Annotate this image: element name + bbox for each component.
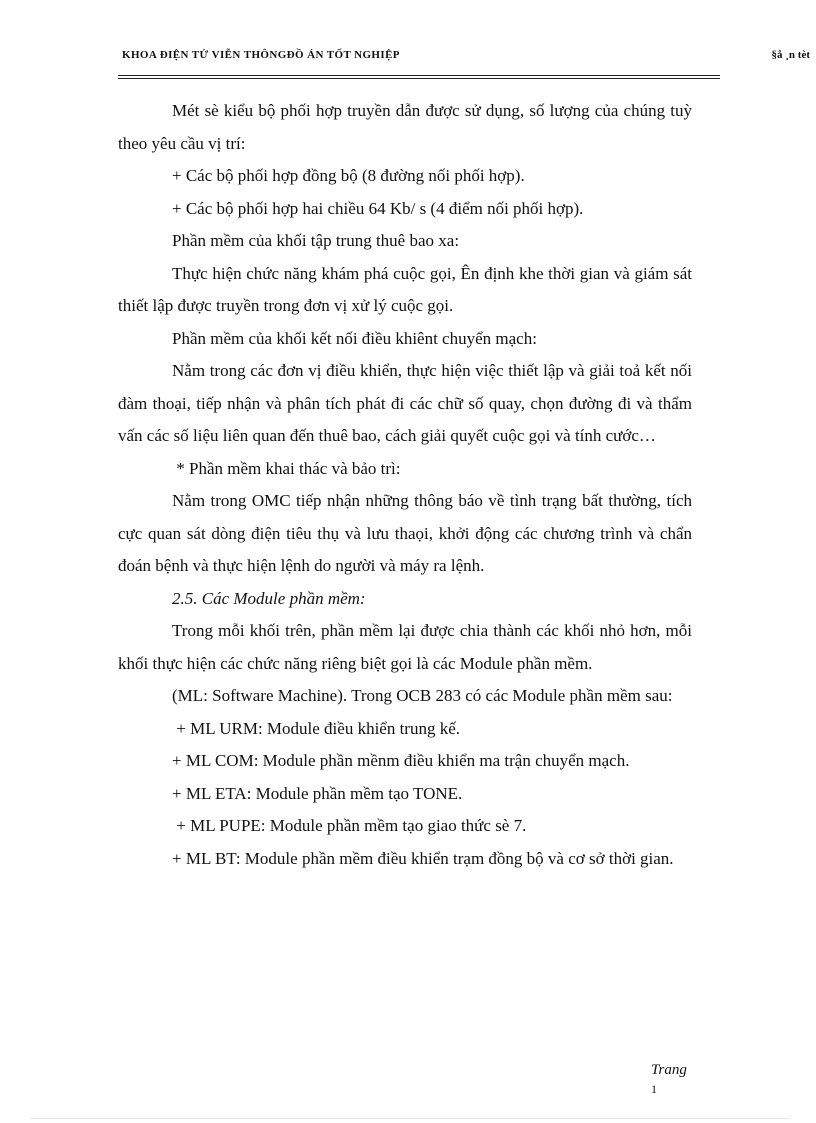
list-item: + ML PUPE: Module phần mềm tạo giao thức sè 7. [172,816,527,835]
document-body [118,95,692,875]
list-item: + ML ETA: Module phần mềm tạo TONE. [172,783,463,803]
paragraph: Trong mỗi khối trên, phần mềm lại được chia thành các khối nhỏ hơn, mỗi khối thực hiện các chức năng riêng biệt gọi là các Module phần mềm. [118,621,692,673]
paragraph: (ML: Software Machine). Trong OCB 283 có các Module phần mềm sau: [172,686,673,705]
paragraph: Mét sè kiểu bộ phối hợp truyền dẫn được sử dụng, số lượng của chúng tuỳ theo yêu cầu vị trí: [118,101,692,153]
paragraph: Nằm trong OMC tiếp nhận những thông báo về tình trạng bất thường, tích cực quan sát dòng điện tiêu thụ và lưu thaọi, khởi động các chương trình và chẩn đoán bệnh và thực hiện lệnh do người và máy ra lệnh. [118,491,692,575]
list-item: + ML URM: Module điều khiển trung kế. [172,718,461,738]
paragraph: Phần mềm của khối tập trung thuê bao xa: [172,231,460,250]
paragraph: * Phần mềm khai thác và bảo trì: [172,458,401,478]
paragraph: Thực hiện chức năng khám phá cuộc gọi, Ên định khe thời gian và giám sát thiết lập được truyền trong đơn vị xử lý cuộc gọi. [118,263,692,315]
paragraph: Phần mềm của khối kết nối điều khiênt chuyển mạch: [172,328,537,348]
header-right-text: §å ¸n tèt [771,49,810,61]
paragraph: Nằm trong các đơn vị điều khiển, thực hiện việc thiết lập và giải toả kết nối đàm thoại, tiếp nhận và phân tích phát đi các chữ số quay, chọn đường đi và thẩm vấn các số liệu liên quan đến thuê bao, cách giải quyết cuộc gọi và tính cước… [118,361,692,445]
footer-page-label: Trang [651,1062,687,1078]
paragraph: + Các bộ phối hợp hai chiều 64 Kb/ s (4 điểm nối phối hợp). [172,198,584,218]
header-rule-bottom [118,78,720,79]
list-item: + ML BT: Module phần mềm điều khiển trạm đồng bộ và cơ sở thời gian. [172,848,674,868]
header-rule-top [118,75,720,76]
page-bottom-edge [30,1118,790,1119]
list-item: + ML COM: Module phần mềnm điều khiển ma trận chuyển mạch. [172,751,630,770]
header-title: KHOA ĐIỆN TỬ VIỄN THÔNGĐỒ ÁN TỐT NGHIỆP [122,49,400,61]
paragraph: + Các bộ phối hợp đồng bộ (8 đường nối phối hợp). [172,166,525,185]
footer-page-number: 1 [651,1082,657,1096]
section-heading: 2.5. Các Module phần mềm: [172,588,366,608]
